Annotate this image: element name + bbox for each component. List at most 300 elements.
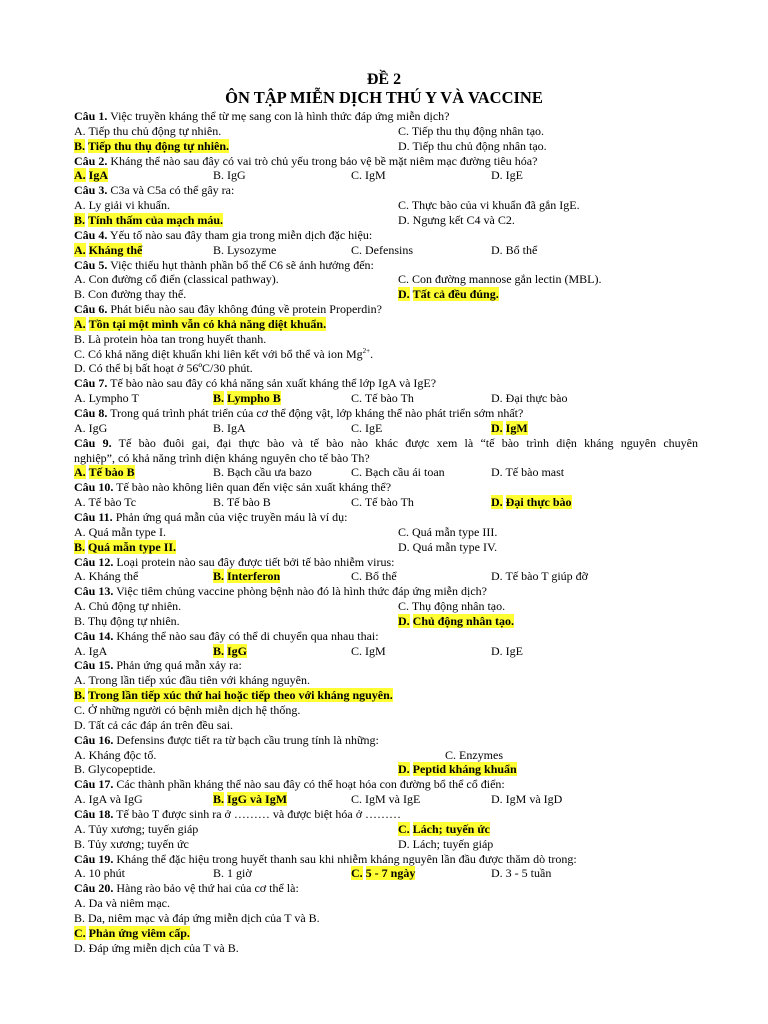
- option-text: Tế bào T giúp đỡ: [505, 569, 589, 584]
- question-text: Defensins được tiết ra từ bạch cầu trung tính là những:: [116, 732, 379, 747]
- question-number: Câu 3.: [74, 183, 108, 198]
- option-text: Defensins: [365, 242, 414, 257]
- answer-option: [74, 421, 107, 436]
- option-label: C.: [351, 495, 363, 510]
- answer-option: [74, 347, 373, 362]
- option-label: C.: [351, 866, 363, 881]
- option-label: A.: [74, 495, 86, 510]
- options-row: [74, 792, 698, 807]
- option-label: C.: [351, 242, 363, 257]
- option-label: B.: [213, 391, 225, 406]
- option-label: A.: [74, 198, 86, 213]
- answer-option: [74, 213, 223, 228]
- option-label: A.: [74, 524, 86, 539]
- option-label: A.: [74, 673, 86, 688]
- option-text: Tủy xương; tuyến ức: [87, 836, 189, 851]
- question-text: Kháng thể đặc hiệu trong huyết thanh sau khi nhiễm kháng nguyên lần đầu được thăm dò trong:: [116, 851, 577, 866]
- answer-option: [74, 569, 138, 584]
- option-text: Có khả năng diệt khuẩn khi liên kết với bổ thể và ion Mg: [88, 346, 363, 361]
- option-label: A.: [74, 391, 86, 406]
- option-label: B.: [74, 613, 86, 628]
- answer-option: [74, 465, 135, 480]
- option-label: C.: [351, 569, 363, 584]
- option-label: D.: [491, 391, 503, 406]
- question-number: Câu 16.: [74, 732, 114, 747]
- option-label: B.: [74, 762, 86, 777]
- answer-option: [74, 718, 233, 733]
- option-label: D.: [398, 212, 410, 227]
- answer-option: [74, 599, 181, 614]
- option-label: C.: [398, 198, 410, 213]
- option-label: C.: [351, 420, 363, 435]
- option-text: Tế bào Th: [364, 495, 414, 510]
- option-label: D.: [74, 361, 86, 376]
- option-label: D.: [491, 643, 503, 658]
- answer-option: [351, 421, 382, 436]
- correct-answer-text: Tiếp thu thụ động tự nhiên.: [88, 138, 230, 153]
- answer-option: [491, 792, 562, 807]
- question-text: Kháng thể nào sau đây có thể di chuyển qua nhau thai:: [116, 628, 379, 643]
- answer-option: [491, 569, 588, 584]
- question-text: Kháng thể nào sau đây có vai trò chủ yếu trong bảo vệ bề mặt niêm mạc đường tiêu hóa?: [110, 153, 538, 168]
- question-text: Việc truyền kháng thể từ mẹ sang con là hình thức đáp ứng miễn dịch?: [110, 109, 450, 123]
- correct-answer-text: Tế bào B: [88, 465, 135, 480]
- option-text: Tế bào Th: [364, 391, 414, 406]
- question-text: Việc thiếu hụt thành phần bổ thể C6 sẽ ảnh hưởng đến:: [110, 257, 374, 272]
- option-label: B.: [213, 168, 225, 183]
- question-text: Việc tiêm chủng vaccine phòng bệnh nào đó là hình thức đáp ứng miễn dịch?: [116, 584, 487, 599]
- option-text: Thực bào của vi khuẩn đã gắn IgE.: [411, 198, 580, 213]
- option-label: B.: [213, 420, 225, 435]
- answer-option: [213, 792, 287, 807]
- option-label: D.: [491, 420, 503, 435]
- option-text: IgM: [365, 643, 386, 658]
- question-stem: [74, 183, 698, 198]
- question-text: Phát biểu nào sau đây không đúng về protein Properdin?: [110, 302, 382, 317]
- answer-option: [445, 748, 503, 763]
- answer-option: [398, 822, 490, 837]
- answer-option: [74, 361, 253, 376]
- answer-option: [74, 703, 300, 718]
- option-text: Tế bào Tc: [88, 495, 137, 510]
- option-text: Enzymes: [459, 747, 504, 762]
- option-text: IgG: [227, 168, 246, 183]
- answer-option: [398, 198, 580, 213]
- answer-option: [398, 287, 499, 302]
- options-row: [74, 599, 698, 614]
- question-number: Câu 17.: [74, 777, 114, 792]
- answer-option: [74, 540, 176, 555]
- option-text: Có thể bị bất hoạt ở 56ºC/30 phút.: [88, 361, 253, 376]
- question-number: Câu 13.: [74, 584, 114, 599]
- option-text: IgA: [227, 420, 246, 435]
- correct-answer-text: Kháng thể: [88, 242, 143, 257]
- question-number: Câu 7.: [74, 376, 108, 391]
- question-number: Câu 19.: [74, 851, 114, 866]
- option-text: Kháng độc tố.: [88, 747, 157, 762]
- option-label: B.: [213, 792, 225, 807]
- question-text: Loại protein nào sau đây được tiết bởi tế bào nhiễm virus:: [116, 554, 395, 569]
- question-text: Phản ứng quá mẫn xảy ra:: [116, 658, 242, 673]
- question-stem: [74, 302, 698, 317]
- correct-answer-text: Trong lần tiếp xúc thứ hai hoặc tiếp theo với kháng nguyên.: [88, 688, 393, 703]
- option-label: C.: [445, 747, 457, 762]
- options-row: [74, 332, 698, 347]
- question-text: Tế bào T được sinh ra ở ……… và được biệt hóa ở ………: [116, 806, 402, 821]
- options-row: [74, 896, 698, 911]
- correct-answer-text: Tính thấm của mạch máu.: [88, 212, 224, 227]
- options-row: [74, 391, 698, 406]
- answer-option: [213, 495, 271, 510]
- options-row: [74, 525, 698, 540]
- option-text: Đại thực bào: [505, 391, 568, 406]
- option-label: D.: [398, 287, 410, 302]
- answer-option: [74, 762, 156, 777]
- options-row: [74, 614, 698, 629]
- answer-option: [491, 168, 523, 183]
- answer-option: [398, 614, 514, 629]
- option-label: C.: [398, 524, 410, 539]
- option-label: A.: [74, 643, 86, 658]
- option-label: A.: [74, 747, 86, 762]
- option-text: Da, niêm mạc và đáp ứng miễn dịch của T và B.: [88, 910, 320, 925]
- options-row: [74, 569, 698, 584]
- answer-option: [74, 287, 186, 302]
- option-text: Ngưng kết C4 và C2.: [412, 212, 515, 227]
- option-text: Quá mẫn type I.: [88, 524, 166, 539]
- answer-option: [398, 139, 547, 154]
- answer-option: [491, 644, 523, 659]
- option-label: B.: [74, 539, 86, 554]
- answer-option: [351, 243, 413, 258]
- answer-option: [351, 495, 414, 510]
- answer-option: [74, 317, 326, 332]
- option-label: D.: [491, 569, 503, 584]
- question-stem: [74, 629, 698, 644]
- option-text: Ly giải vi khuẩn.: [88, 198, 170, 213]
- option-text: Kháng thể: [88, 569, 139, 584]
- question-number: Câu 2.: [74, 153, 108, 168]
- option-label: B.: [74, 836, 86, 851]
- option-text: Trong lần tiếp xúc đầu tiên với kháng nguyên.: [88, 673, 311, 688]
- options-row: [74, 644, 698, 659]
- correct-answer-text: Tất cả đều đúng.: [412, 287, 499, 302]
- question-number: Câu 20.: [74, 881, 114, 896]
- question-stem: [74, 154, 698, 169]
- options-row: [74, 718, 698, 733]
- option-label: A.: [74, 420, 86, 435]
- question-text: Tế bào nào không liên quan đến việc sản xuất kháng thể?: [116, 480, 392, 495]
- option-text: Chủ động tự nhiên.: [88, 599, 182, 614]
- option-text: Tế bào mast: [505, 465, 565, 480]
- option-label: C.: [398, 599, 410, 614]
- option-text: Tủy xương; tuyến giáp: [88, 821, 199, 836]
- answer-option: [74, 124, 221, 139]
- options-row: [74, 703, 698, 718]
- question-stem: [74, 881, 698, 896]
- question-stem: [74, 258, 698, 273]
- question-text: Phản ứng quá mẫn của việc truyền máu là ví dụ:: [115, 509, 348, 524]
- option-label: C.: [74, 925, 86, 940]
- option-text: Quá mẫn type IV.: [412, 539, 498, 554]
- options-row: [74, 762, 698, 777]
- answer-option: [491, 495, 572, 510]
- answer-option: [74, 911, 320, 926]
- answer-option: [74, 748, 156, 763]
- option-label: B.: [213, 495, 225, 510]
- question-stem: [74, 807, 698, 822]
- answer-option: [398, 525, 497, 540]
- answer-option: [213, 421, 246, 436]
- options-row: [74, 213, 698, 228]
- option-text: 10 phút: [88, 866, 126, 881]
- options-row: [74, 361, 698, 376]
- option-label: D.: [491, 168, 503, 183]
- question-number: Câu 14.: [74, 628, 114, 643]
- option-label: A.: [74, 465, 86, 480]
- question-text: C3a và C5a có thể gây ra:: [110, 183, 235, 198]
- answer-option: [351, 866, 415, 881]
- options-row: [74, 124, 698, 139]
- answer-option: [74, 688, 393, 703]
- option-label: D.: [491, 866, 503, 881]
- option-label: C.: [351, 391, 363, 406]
- option-text: Ở những người có bệnh miễn dịch hệ thống.: [88, 703, 301, 717]
- correct-answer-text: IgA: [88, 168, 109, 183]
- question-text: Tế bào đuôi gai, đại thực bào và tế bào nào khác được xem là “tế bào trình diện kháng nguyên chuyên: [118, 435, 698, 450]
- question-stem: [74, 510, 698, 525]
- answer-option: [213, 569, 280, 584]
- answer-option: [398, 762, 517, 777]
- correct-answer-text: Chủ động nhân tạo.: [412, 613, 515, 628]
- option-label: D.: [398, 613, 410, 628]
- answer-option: [491, 421, 528, 436]
- option-label: A.: [74, 123, 86, 138]
- answer-option: [491, 866, 551, 881]
- question-stem: [74, 852, 698, 867]
- question-text: Hàng rào bảo vệ thứ hai của cơ thể là:: [116, 881, 299, 896]
- option-text: Tiếp thu chủ động nhân tạo.: [412, 138, 547, 153]
- option-label: C.: [351, 792, 363, 807]
- option-label: B.: [213, 569, 225, 584]
- option-text: Tiếp thu chủ động tự nhiên.: [88, 123, 222, 138]
- option-text: IgA và IgG: [88, 792, 143, 807]
- correct-answer-text: Lympho B: [227, 391, 281, 406]
- question-stem: [74, 777, 698, 792]
- question-stem-continued: [74, 451, 698, 466]
- answer-option: [351, 391, 414, 406]
- option-label: B.: [213, 643, 225, 658]
- question-stem: [74, 555, 698, 570]
- answer-option: [74, 525, 166, 540]
- option-text: IgM: [365, 168, 386, 183]
- correct-answer-text: Interferon: [227, 569, 281, 584]
- options-row: [74, 198, 698, 213]
- question-number: Câu 15.: [74, 658, 114, 673]
- option-label: B.: [74, 688, 86, 703]
- options-row: [74, 941, 698, 956]
- option-text: IgE: [365, 420, 383, 435]
- option-text: Là protein hòa tan trong huyết thanh.: [88, 331, 267, 346]
- answer-option: [351, 465, 445, 480]
- options-row: [74, 495, 698, 510]
- question-number: Câu 4.: [74, 227, 108, 242]
- option-label: A.: [74, 792, 86, 807]
- option-label: A.: [74, 242, 86, 257]
- answer-option: [74, 332, 266, 347]
- options-row: [74, 347, 698, 362]
- option-text: Con đường cổ điển (classical pathway).: [88, 272, 279, 287]
- option-label: C.: [398, 123, 410, 138]
- question-number: Câu 11.: [74, 509, 113, 524]
- options-row: [74, 421, 698, 436]
- option-text: IgG: [88, 420, 108, 435]
- answer-option: [74, 614, 180, 629]
- answer-option: [74, 837, 189, 852]
- option-label: D.: [491, 792, 503, 807]
- option-label: C.: [74, 346, 86, 361]
- answer-option: [74, 941, 239, 956]
- options-row: [74, 911, 698, 926]
- correct-answer-text: Tồn tại một mình vẫn có khả năng diệt khuẩn.: [88, 316, 327, 331]
- answer-option: [74, 926, 190, 941]
- option-label: C.: [398, 272, 410, 287]
- answer-option: [74, 168, 108, 183]
- option-text: 1 giờ: [227, 866, 252, 881]
- answer-option: [398, 540, 497, 555]
- options-row: [74, 748, 698, 763]
- question-stem: [74, 376, 698, 391]
- option-text: Đáp ứng miễn dịch của T và B.: [88, 940, 239, 955]
- options-row: [74, 688, 698, 703]
- option-label: D.: [74, 940, 86, 955]
- answer-option: [213, 168, 246, 183]
- question-stem: [74, 406, 698, 421]
- option-label: D.: [398, 762, 410, 777]
- answer-option: [213, 866, 252, 881]
- correct-answer-text: Quá mẫn type II.: [88, 539, 177, 554]
- document-title: ĐỀ 2: [366, 71, 402, 88]
- answer-option: [351, 792, 420, 807]
- option-label: A.: [74, 866, 86, 881]
- answer-option: [74, 272, 279, 287]
- option-label: D.: [398, 539, 410, 554]
- option-label: D.: [491, 242, 503, 257]
- question-text: Các thành phần kháng thể nào sau đây có thể hoạt hóa con đường bổ thể cổ điển:: [116, 777, 505, 792]
- answer-option: [398, 272, 602, 287]
- option-text: Thụ động tự nhiên.: [87, 613, 180, 628]
- option-text: IgM và IgD: [505, 792, 563, 807]
- option-label: C.: [351, 465, 363, 480]
- option-label: A.: [74, 168, 86, 183]
- question-text: Yếu tố nào sau đây tham gia trong miễn dịch đặc hiệu:: [109, 227, 373, 242]
- option-text: Glycopeptide.: [88, 762, 156, 777]
- option-label: A.: [74, 896, 86, 911]
- option-text: Bạch cầu ái toan: [365, 465, 445, 480]
- options-row: [74, 673, 698, 688]
- option-text: Tiếp thu thụ động nhân tạo.: [411, 123, 545, 138]
- question-stem: [74, 109, 698, 124]
- answer-option: [74, 673, 310, 688]
- option-label: C.: [398, 821, 410, 836]
- question-stem: [74, 658, 698, 673]
- option-text: Lách; tuyến giáp: [412, 836, 494, 851]
- superscript: 2+: [362, 346, 371, 355]
- option-label: B.: [213, 465, 225, 480]
- answer-option: [491, 391, 568, 406]
- answer-option: [351, 168, 386, 183]
- correct-answer-text: 5 - 7 ngày: [365, 866, 416, 881]
- option-label: A.: [74, 599, 86, 614]
- option-label: B.: [74, 212, 86, 227]
- answer-option: [74, 822, 198, 837]
- option-label: D.: [491, 465, 503, 480]
- option-label: C.: [74, 703, 86, 717]
- option-text: Bổ thể: [505, 242, 538, 257]
- answer-option: [351, 644, 386, 659]
- option-text: Bổ thể: [365, 569, 397, 584]
- question-number: Câu 12.: [74, 554, 114, 569]
- answer-option: [74, 139, 229, 154]
- option-label: B.: [74, 331, 86, 346]
- question-number: Câu 5.: [74, 257, 108, 272]
- answer-option: [74, 198, 170, 213]
- correct-answer-text: IgG và IgM: [227, 792, 288, 807]
- option-text: IgA: [88, 643, 108, 658]
- answer-option: [491, 465, 564, 480]
- question-number: Câu 10.: [74, 480, 114, 495]
- option-label: D.: [491, 495, 503, 510]
- option-label: C.: [351, 168, 363, 183]
- answer-option: [74, 391, 139, 406]
- question-text: nghiệp”, có khả năng trình diện kháng nguyên cho tế bào Th?: [74, 450, 370, 465]
- answer-option: [74, 896, 170, 911]
- options-row: [74, 317, 698, 332]
- correct-answer-text: IgG: [227, 643, 248, 658]
- answer-option: [398, 837, 493, 852]
- answer-option: [398, 213, 515, 228]
- answer-option: [213, 644, 247, 659]
- option-text: IgE: [505, 168, 523, 183]
- question-text: Tế bào nào sau đây có khả năng sản xuất kháng thể lớp IgA và IgE?: [110, 376, 437, 391]
- option-label: B.: [74, 910, 86, 925]
- correct-answer-text: Peptid kháng khuẩn: [412, 762, 517, 777]
- answer-option: [491, 243, 537, 258]
- option-text: Thụ động nhân tạo.: [411, 599, 506, 614]
- options-row: [74, 822, 698, 837]
- options-row: [74, 139, 698, 154]
- option-label: D.: [398, 138, 410, 153]
- correct-answer-text: Đại thực bào: [505, 495, 572, 510]
- question-number: Câu 8.: [74, 406, 108, 420]
- option-text: Da và niêm mạc.: [88, 896, 170, 911]
- options-row: [74, 243, 698, 258]
- answer-option: [74, 495, 136, 510]
- question-stem: [74, 584, 698, 599]
- option-label: B.: [213, 866, 225, 881]
- option-text: Con đường mannose gắn lectin (MBL).: [412, 272, 602, 287]
- option-text: IgM và IgE: [365, 792, 421, 807]
- question-stem: [74, 733, 698, 748]
- options-row: [74, 837, 698, 852]
- option-label: A.: [74, 316, 86, 331]
- question-stem: [74, 228, 698, 243]
- option-label: A.: [74, 821, 86, 836]
- option-text-tail: .: [370, 346, 374, 361]
- options-row: [74, 287, 698, 302]
- question-text: Trong quá trình phát triển của cơ thể động vật, lớp kháng thể nào phát triển sớm nhất?: [110, 406, 524, 420]
- correct-answer-text: IgM: [505, 420, 528, 435]
